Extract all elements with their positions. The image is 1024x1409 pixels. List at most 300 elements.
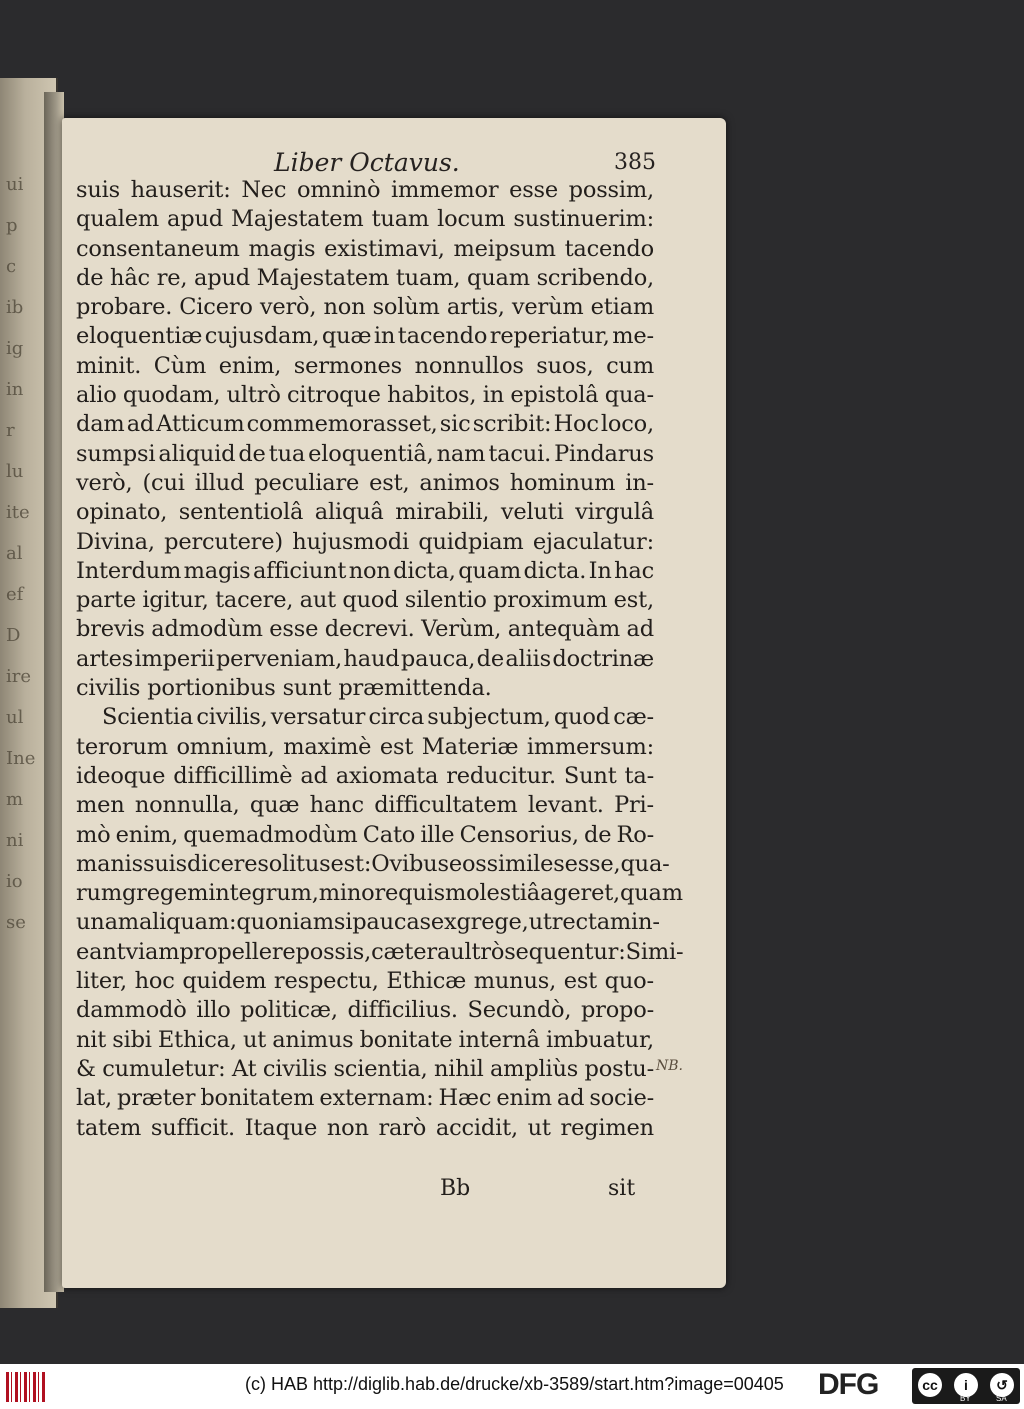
text-line [76, 1084, 654, 1113]
cc-icon: cc [918, 1373, 942, 1397]
word: manis [76, 850, 143, 877]
word: Sunt [563, 762, 617, 789]
text-line [76, 264, 654, 293]
text-line [76, 586, 654, 615]
word: proximum [493, 587, 608, 614]
facing-page-fragment: r [6, 420, 15, 441]
word: imperii [134, 645, 215, 672]
word: habitos, [387, 382, 477, 409]
word: aliquâ [314, 499, 384, 526]
word: probare. [76, 294, 173, 321]
facing-page-fragment: se [6, 912, 26, 933]
word: illo [196, 997, 231, 1024]
book-gutter [44, 92, 64, 1292]
word: est, [613, 587, 654, 614]
word: liter, [76, 968, 127, 995]
word: civilis [76, 675, 148, 702]
facing-page-fragment: ui [6, 174, 24, 195]
facing-page-fragment: ite [6, 502, 30, 523]
word: percutere) [164, 528, 283, 555]
word: igitur, [142, 587, 209, 614]
word: ad [626, 616, 654, 643]
word: Verùm, [421, 616, 502, 643]
text-line [76, 557, 654, 586]
word: peculiare [254, 469, 360, 496]
word: civilis [262, 1055, 328, 1082]
word: illud [194, 469, 245, 496]
word: solùm [372, 294, 440, 321]
word: quis [398, 880, 445, 907]
facing-page-fragment: D [6, 625, 21, 646]
word: eant [76, 938, 126, 965]
text-line [76, 498, 654, 527]
word: esse, [564, 850, 621, 877]
word: politicæ, [240, 997, 338, 1024]
word: brevis [76, 616, 145, 643]
word: hâc [110, 264, 150, 291]
word: Ro- [616, 821, 654, 848]
word: externam: [319, 1085, 434, 1112]
word: possis, [295, 938, 372, 965]
word: esse [269, 616, 319, 643]
word: Ethicæ [386, 968, 467, 995]
word: hominum [509, 469, 616, 496]
word: men [76, 792, 125, 819]
word: quoniam [236, 909, 334, 936]
word: sermones [293, 352, 403, 379]
word: apud [194, 264, 250, 291]
text-line [76, 733, 654, 762]
margin-note: NB. [656, 1058, 683, 1074]
word: tuam [371, 206, 430, 233]
text-line [76, 293, 654, 322]
word: civilis, [196, 704, 268, 731]
word: perveniam, [215, 645, 343, 672]
catchline [62, 1176, 726, 1206]
word: cætera [371, 938, 451, 965]
word: tatem [76, 1114, 142, 1141]
word: In [588, 557, 612, 584]
word: omnium, [176, 733, 275, 760]
word: axiomata [335, 762, 439, 789]
word: cæ- [613, 704, 654, 731]
facing-page-fragment: Ine [6, 748, 36, 769]
text-line [76, 1026, 654, 1055]
word: est [563, 968, 598, 995]
word: Scientia [102, 704, 194, 731]
word: sententiolâ [178, 499, 304, 526]
word: nit [76, 1026, 107, 1053]
word: ampliùs [489, 1055, 579, 1082]
word: verò, [259, 294, 317, 321]
word: artis, [446, 294, 505, 321]
word: est, [369, 469, 410, 496]
word: tuam, [395, 264, 461, 291]
word: ideoque [76, 762, 166, 789]
word: mò [76, 821, 111, 848]
word: enim, [115, 821, 179, 848]
word: ad [126, 411, 155, 438]
word: munus, [473, 968, 557, 995]
word: nonnulla, [134, 792, 240, 819]
word: re, [156, 264, 188, 291]
word: cujusdam, [204, 323, 320, 350]
word: verùm [511, 294, 584, 321]
word: sequentur: [504, 938, 626, 965]
word: Hæc [438, 1085, 492, 1112]
word: Nec [241, 177, 287, 203]
word: quam [458, 557, 522, 584]
word: locum [437, 206, 506, 233]
word: difficilius. [347, 997, 458, 1024]
word: circa [368, 704, 425, 731]
word: reperiatur, [489, 323, 610, 350]
word: quam [620, 880, 683, 907]
word: Simi- [625, 938, 684, 965]
word: etiam [590, 294, 654, 321]
word: ejaculatur: [532, 528, 654, 555]
word: tua [268, 440, 306, 467]
word: maximè [283, 733, 372, 760]
word: suis [76, 177, 120, 203]
word: apud [167, 206, 223, 233]
word: loco, [600, 411, 654, 438]
word: ille [420, 821, 455, 848]
barcode-logo-icon [6, 1372, 46, 1402]
word: qua- [604, 382, 654, 409]
word: scribendo, [536, 264, 654, 291]
text-line [76, 850, 670, 879]
word: terorum [76, 733, 168, 760]
text-line [76, 908, 660, 937]
word: aliquam: [138, 909, 237, 936]
word: quod [342, 587, 399, 614]
sa-label: SA [996, 1394, 1007, 1403]
word: quidem [182, 968, 267, 995]
word: sustinuerim: [513, 206, 654, 233]
text-line [76, 996, 654, 1025]
facing-page-fragment: m [6, 789, 24, 810]
word: dam [76, 411, 125, 438]
word: ta- [624, 762, 654, 789]
word: de [476, 645, 504, 672]
word: dicere [186, 850, 258, 877]
word: magis [248, 235, 316, 262]
text-line [76, 410, 654, 439]
running-title: Liber Octavus. [274, 148, 460, 177]
word: regimen [560, 1114, 654, 1141]
text-line [76, 352, 654, 381]
word: nam [436, 440, 486, 467]
word: Censorius, [459, 821, 579, 848]
word: artes [76, 645, 134, 672]
word: similes [486, 850, 565, 877]
word: antequàm [507, 616, 620, 643]
word: integrum, [208, 880, 319, 907]
facing-page-fragment: al [6, 543, 23, 564]
viewer-footer [0, 1364, 1024, 1409]
word: Atticum [156, 411, 245, 438]
word: epistolâ [510, 382, 599, 409]
attribution-icon: i [954, 1373, 978, 1397]
word: non [326, 1114, 369, 1141]
text-line [76, 469, 654, 498]
word: lat, [76, 1085, 113, 1112]
word: meipsum [453, 235, 556, 262]
word: tacendo [564, 235, 654, 262]
facing-page-fragment: ni [6, 830, 24, 851]
word: haud [343, 645, 400, 672]
facing-page-fragment: lu [6, 461, 24, 482]
word: hujusmodi [292, 528, 409, 555]
word: pauca, [400, 645, 476, 672]
word: magis [183, 557, 251, 584]
word: animus [272, 1026, 354, 1053]
word: qualem [76, 206, 159, 233]
word: de [584, 821, 612, 848]
word: aut [299, 587, 336, 614]
word: aliis [505, 645, 551, 672]
word: hoc [134, 968, 175, 995]
word: immemor [391, 177, 499, 203]
word: doctrinæ [552, 645, 654, 672]
word: internâ [458, 1026, 540, 1053]
word: quæ [249, 792, 300, 819]
text-line [76, 440, 654, 469]
word: esse [509, 177, 559, 203]
word: ex [430, 909, 457, 936]
text-line [76, 235, 654, 264]
word: in- [625, 469, 654, 496]
word: paucas [352, 909, 431, 936]
text-line [76, 821, 654, 850]
word: citroque [287, 382, 381, 409]
word: opinato, [76, 499, 168, 526]
word: postu- [584, 1055, 654, 1082]
text-line [76, 762, 654, 791]
word: Majestatem [256, 264, 390, 291]
word: eloquentiâ, [308, 440, 434, 467]
word: dicta. [523, 557, 587, 584]
word: hauserit: [130, 177, 231, 203]
word: Itaque [244, 1114, 318, 1141]
word: ut [527, 1114, 551, 1141]
word: dicta, [393, 557, 456, 584]
word: Hoc [553, 411, 599, 438]
word: consentaneum [76, 235, 240, 262]
word: in [482, 382, 505, 409]
word: Cato [362, 821, 416, 848]
word: scribit: [472, 411, 552, 438]
word: quemadmodùm [183, 821, 358, 848]
word: quod [553, 704, 610, 731]
word: molestiâ [445, 880, 540, 907]
word: dammodò [76, 997, 187, 1024]
cc-license-badge[interactable] [912, 1368, 1020, 1404]
word: præter [117, 1085, 196, 1112]
word: Cicero [179, 294, 253, 321]
word: eos [448, 850, 487, 877]
facing-page-fragment: p [6, 215, 18, 236]
by-label: BY [960, 1394, 971, 1403]
word: silentio [404, 587, 487, 614]
word: difficillimè [173, 762, 293, 789]
text-line [76, 322, 654, 351]
word: omninò [296, 177, 381, 203]
word: veluti [500, 499, 564, 526]
page-number: 385 [614, 150, 656, 175]
word: me- [612, 323, 654, 350]
signature-mark: Bb [440, 1176, 471, 1201]
word: quodam, [122, 382, 221, 409]
word: hac [614, 557, 654, 584]
word: tacendo [397, 323, 488, 350]
word: quidpiam [418, 528, 524, 555]
book-page [62, 118, 726, 1288]
text-line [76, 1055, 654, 1084]
word: rarò [378, 1114, 427, 1141]
word: enim, [218, 352, 282, 379]
text-line [76, 528, 654, 557]
word: minore [318, 880, 399, 907]
word: ad [556, 1085, 585, 1112]
word: eloquentiæ [76, 323, 203, 350]
word: sumpsi [76, 440, 156, 467]
copyright-link[interactable]: (c) HAB http://diglib.hab.de/drucke/xb-3589/start.htm?image=00405 [245, 1374, 784, 1394]
word: ut [242, 1026, 267, 1053]
word: rum [76, 880, 122, 907]
word: respectu, [273, 968, 379, 995]
word: cumuletur: [102, 1055, 226, 1082]
word: solitus [257, 850, 331, 877]
facing-page-fragment: in [6, 379, 24, 400]
word: reducitur. [446, 762, 556, 789]
word: accidit, [435, 1114, 518, 1141]
word: ut [528, 909, 552, 936]
word: propellere [179, 938, 296, 965]
text-line [76, 205, 654, 234]
word: si [333, 909, 353, 936]
word: immersum: [526, 733, 654, 760]
word: difficultatem [374, 792, 518, 819]
text-line [76, 967, 654, 996]
word: de [238, 440, 266, 467]
text-line [76, 674, 654, 703]
word: scientia, [333, 1055, 428, 1082]
word: imbuatur, [545, 1026, 654, 1053]
word: subjectum, [427, 704, 551, 731]
word: de [76, 264, 104, 291]
word: ageret, [540, 880, 620, 907]
word: sic [439, 411, 471, 438]
word: viam [125, 938, 180, 965]
word: quo- [604, 968, 654, 995]
facing-page-fragment: io [6, 871, 23, 892]
word: possim, [568, 177, 654, 203]
word: gregem [121, 880, 209, 907]
word: sibi [112, 1026, 152, 1053]
word: Majestatem [231, 206, 364, 233]
word: Materiæ [421, 733, 519, 760]
word: tacere, [215, 587, 294, 614]
facing-page-fragment: ul [6, 707, 24, 728]
word: sunt [282, 675, 339, 702]
word: qua- [620, 850, 670, 877]
word: in- [631, 909, 660, 936]
word: non [348, 557, 391, 584]
word: non [323, 294, 366, 321]
word: Cùm [153, 352, 207, 379]
word: Divina, [76, 528, 155, 555]
text-line [76, 791, 654, 820]
text-line [76, 879, 683, 908]
facing-page-fragment: ire [6, 666, 32, 687]
facing-page-fragment: ig [6, 338, 24, 359]
word: portionibus [147, 675, 283, 702]
word: decrevi. [324, 616, 415, 643]
word: ultrò [226, 382, 281, 409]
text-line [76, 615, 654, 644]
word: socie- [589, 1085, 654, 1112]
word: bonitate [359, 1026, 453, 1053]
facing-page-fragment: c [6, 256, 17, 277]
word: in [373, 323, 396, 350]
word: levant. [527, 792, 604, 819]
word: animos [419, 469, 500, 496]
word: ad [300, 762, 328, 789]
word: unam [76, 909, 139, 936]
word: parte [76, 587, 136, 614]
text-line [76, 381, 654, 410]
word: versatur [270, 704, 366, 731]
word: commemorasset, [246, 411, 438, 438]
catchword: sit [608, 1176, 636, 1201]
word: alio [76, 382, 117, 409]
word: cum [606, 352, 654, 379]
word: existimavi, [324, 235, 445, 262]
word: Ethica, [157, 1026, 237, 1053]
text-line [76, 176, 654, 205]
word: Interdum [76, 557, 182, 584]
word: afficiunt [252, 557, 347, 584]
word: bonitatem [200, 1085, 315, 1112]
word: suos, [536, 352, 594, 379]
facing-page-fragment: ib [6, 297, 24, 318]
text-line [76, 1114, 654, 1143]
word: tacui. [488, 440, 552, 467]
word: At [231, 1055, 257, 1082]
word: præmittenda. [338, 675, 492, 702]
word: aliquid [158, 440, 236, 467]
word: nonnullos [414, 352, 524, 379]
facing-page-fragment: ef [6, 584, 24, 605]
word: nihil [434, 1055, 484, 1082]
word: admodùm [151, 616, 263, 643]
word: Ovibus [371, 850, 449, 877]
word: hanc [309, 792, 364, 819]
word: & [76, 1055, 96, 1082]
word: enim [496, 1085, 552, 1112]
word: suis [142, 850, 187, 877]
word: minit. [76, 352, 142, 379]
word: est: [330, 850, 372, 877]
word: grege, [456, 909, 529, 936]
word: virgulâ [575, 499, 654, 526]
word: verò, [76, 469, 133, 496]
share-alike-icon: ↺ [990, 1373, 1014, 1397]
word: Pri- [614, 792, 654, 819]
word: sufficit. [150, 1114, 235, 1141]
